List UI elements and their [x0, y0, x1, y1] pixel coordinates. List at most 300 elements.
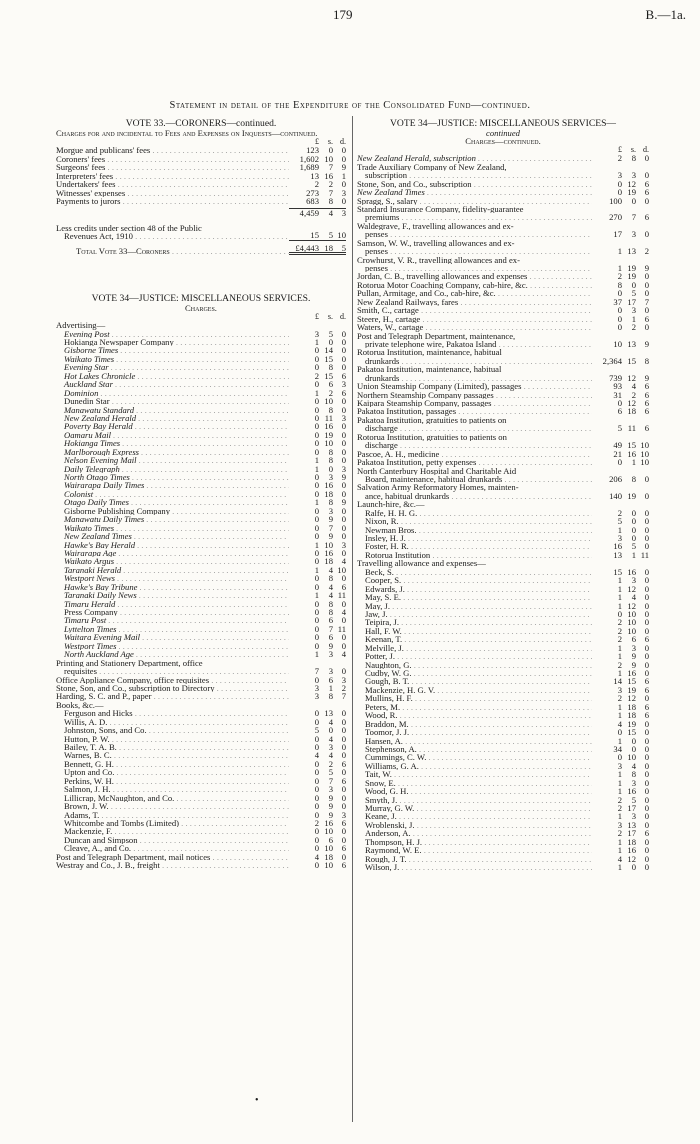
pence-value: 0 — [341, 514, 346, 525]
pence-value: 0 — [341, 438, 346, 449]
pounds-value: 1 — [617, 735, 622, 746]
pounds-value: 0 — [617, 288, 622, 299]
page-title: Statement in detail of the Expenditure of the Consolidated Fund—continued. — [169, 100, 531, 111]
pounds-value: 7 — [314, 666, 319, 677]
table-row — [56, 363, 346, 371]
vote-33-subtotal: 4,459 4 3 — [56, 210, 346, 218]
row-label: ance, habitual drunkards . . . — [357, 492, 592, 500]
row-label: Hutton, P. W. . . . — [56, 735, 289, 743]
row-label: Marlborough Express . . . — [56, 448, 289, 456]
document-reference: B.—1a. — [645, 7, 686, 22]
table-row — [357, 230, 649, 238]
pence-value: 0 — [341, 615, 346, 626]
pence-value: 0 — [644, 195, 649, 206]
row-label: Timaru Post . . . — [56, 616, 289, 624]
pounds-value: 4 — [314, 851, 319, 862]
table-row — [357, 661, 649, 669]
shillings-value: 10 — [324, 539, 333, 550]
pounds-value: 2 — [314, 179, 319, 190]
row-label: Lyttelton Times . . . — [56, 625, 289, 633]
row-label: Whitcombe and Tombs (Limited) . . . — [56, 819, 289, 827]
table-row — [357, 492, 649, 500]
row-label: North Auckland Age . . . — [56, 650, 289, 658]
table-row — [357, 821, 649, 829]
pounds-value: 15 — [613, 566, 622, 577]
table-row — [357, 323, 649, 331]
shillings-value: 13 — [627, 338, 636, 349]
pence-value: 7 — [644, 296, 649, 307]
row-label: Pakatoa Institution, passages . . . — [357, 407, 592, 415]
shillings-value: 6 — [631, 634, 636, 645]
pence-value: 6 — [644, 406, 649, 417]
row-label: Thompson, H. J. . . . — [357, 838, 592, 846]
table-row — [56, 819, 346, 827]
pence-value: 0 — [341, 446, 346, 457]
pence-value: 0 — [644, 288, 649, 299]
pence-value: 0 — [341, 640, 346, 651]
shillings-value: 5 — [328, 328, 333, 339]
shillings-value: 18 — [324, 851, 333, 862]
shillings-value: 7 — [328, 162, 333, 173]
pence-value: 6 — [644, 178, 649, 189]
table-row — [357, 306, 649, 314]
pence-value: 0 — [644, 473, 649, 484]
table-row — [357, 652, 649, 660]
row-label: Waitara Evening Mail . . . — [56, 633, 289, 641]
table-row — [357, 458, 649, 466]
pence-value: 0 — [341, 784, 346, 795]
shillings-value: 10 — [627, 625, 636, 636]
table-row — [357, 576, 649, 584]
table-row — [357, 467, 649, 475]
shillings-value: 8 — [328, 446, 333, 457]
pence-value: 0 — [341, 708, 346, 719]
pounds-value: 0 — [314, 784, 319, 795]
shillings-value: 16 — [324, 480, 333, 491]
row-label: Poverty Bay Herald . . . — [56, 422, 289, 430]
row-label: Waters, W., cartage . . . — [357, 323, 592, 331]
table-row — [56, 650, 346, 658]
pounds-value: 1 — [617, 600, 622, 611]
pounds-value: 270 — [609, 212, 622, 223]
pounds-value: 0 — [314, 623, 319, 634]
pence-value: 0 — [644, 651, 649, 662]
shillings-value: 16 — [627, 845, 636, 856]
pence-value: 10 — [640, 457, 649, 468]
pounds-value: 2 — [314, 817, 319, 828]
row-label: Teipira, J. . . . — [357, 618, 592, 626]
shillings-value: 12 — [627, 693, 636, 704]
shillings-value: 8 — [328, 598, 333, 609]
pounds-value: 13 — [310, 170, 319, 181]
row-label: Brown, J. W. . . . — [56, 802, 289, 810]
row-amount — [592, 340, 649, 348]
pence-value: 3 — [341, 809, 346, 820]
pence-value: 0 — [341, 429, 346, 440]
pence-value: 4 — [341, 649, 346, 660]
pounds-value: 0 — [314, 362, 319, 373]
table-row — [357, 686, 649, 694]
pence-value: 0 — [341, 522, 346, 533]
pence-value: 3 — [341, 187, 346, 198]
pence-value: 6 — [644, 381, 649, 392]
pounds-value: 0 — [617, 398, 622, 409]
row-label: Westray and Co., J. B., freight . . . — [56, 861, 289, 869]
pence-value: 0 — [341, 573, 346, 584]
shillings-value: 9 — [328, 792, 333, 803]
pence-value: 0 — [644, 617, 649, 628]
table-row — [56, 600, 346, 608]
pence-value: 0 — [341, 598, 346, 609]
row-label: subscription . . . — [357, 171, 592, 179]
shillings-value: 6 — [328, 674, 333, 685]
vote-34-subheading: Charges. — [185, 303, 217, 314]
pence-value: 7 — [341, 691, 346, 702]
table-row — [357, 391, 649, 399]
pounds-value: 3 — [617, 760, 622, 771]
row-label: Hawke's Bay Herald . . . — [56, 541, 289, 549]
shillings-value: 0 — [631, 195, 636, 206]
pounds-value: 0 — [314, 353, 319, 364]
row-label: Anderson, A. . . . — [357, 829, 592, 837]
shillings-value: 12 — [627, 853, 636, 864]
shillings-value: 10 — [324, 843, 333, 854]
row-label: Kaipara Steamship Company, passages . . . — [357, 399, 592, 407]
pence-value: 6 — [644, 313, 649, 324]
row-label: Murray, G. W. . . . — [357, 804, 592, 812]
pence-value: 0 — [644, 727, 649, 738]
row-label: Crowhurst, V. R., travelling allowances and ex- — [357, 255, 520, 265]
vote-34-continued-heading-2: continued — [486, 128, 520, 138]
shillings-value: 1 — [631, 457, 636, 468]
row-label: North Canterbury Hospital and Charitable Aid — [357, 466, 517, 475]
pence-value: 6 — [341, 843, 346, 854]
pence-value: 0 — [644, 659, 649, 670]
pounds-value: 1 — [314, 497, 319, 508]
shillings-value: 9 — [328, 531, 333, 542]
row-label: Stone, Son, and Co., subscription . . . — [357, 180, 592, 188]
row-label: Office Appliance Company, office requisites . . . — [56, 676, 289, 684]
pounds-value: 0 — [314, 514, 319, 525]
pence-value: 0 — [341, 750, 346, 761]
row-label: May, J. . . . — [357, 602, 592, 610]
left-column — [56, 116, 346, 870]
pounds-value: 4 — [314, 750, 319, 761]
table-row — [56, 414, 346, 422]
table-row — [56, 726, 346, 734]
table-row — [357, 812, 649, 820]
row-label: Hawke's Bay Tribune . . . — [56, 583, 289, 591]
table-row — [56, 380, 346, 388]
table-row — [357, 720, 649, 728]
table-row — [357, 846, 649, 854]
pounds-value: 3 — [617, 819, 622, 830]
pence-value: 6 — [644, 684, 649, 695]
pence-value: 0 — [341, 179, 346, 190]
table-row — [357, 745, 649, 753]
pounds-value: 2 — [617, 828, 622, 839]
shillings-value: 18 — [324, 556, 333, 567]
shillings-value: 12 — [627, 600, 636, 611]
row-label: Books, &c.— — [56, 700, 104, 710]
table-row — [56, 608, 346, 616]
row-amount — [592, 475, 649, 483]
table-row — [56, 667, 346, 675]
pounds-value: 1 — [314, 463, 319, 474]
pounds-value: 0 — [314, 775, 319, 786]
pounds-value: 17 — [613, 229, 622, 240]
row-label: Newman Bros. . . . — [357, 526, 592, 534]
table-row — [357, 627, 649, 635]
pence-value: 0 — [341, 337, 346, 347]
table-row — [56, 591, 346, 599]
pounds-value: 0 — [314, 581, 319, 592]
pence-value: 0 — [644, 625, 649, 636]
table-row — [56, 853, 346, 861]
shillings-value: 5 — [631, 541, 636, 552]
shillings-value: 3 — [328, 666, 333, 677]
table-row — [56, 422, 346, 430]
table-row — [56, 172, 346, 180]
pounds-value: 0 — [314, 556, 319, 567]
shillings-value: 3 — [631, 229, 636, 240]
row-label: Pakatoa Institution, gratuities to patients on — [357, 415, 507, 425]
table-row — [357, 382, 649, 390]
pence-value: 6 — [644, 676, 649, 687]
row-label: Mullins, H. F. . . . — [357, 694, 592, 702]
pence-value: 0 — [644, 575, 649, 586]
shillings-value: 4 — [631, 760, 636, 771]
pence-value: 0 — [644, 229, 649, 240]
row-label: Undertakers' fees . . . — [56, 180, 289, 188]
pounds-value: 1 — [314, 337, 319, 347]
pounds-value: 1 — [617, 710, 622, 721]
pounds-value: 0 — [314, 379, 319, 390]
pence-value: 11 — [337, 590, 346, 601]
table-row — [56, 456, 346, 464]
pounds-value: 1 — [617, 246, 622, 257]
row-label: Willis, A. D. . . . — [56, 718, 289, 726]
row-label: Westport Times . . . — [56, 642, 289, 650]
table-row — [357, 618, 649, 626]
row-label: Duncan and Simpson . . . — [56, 836, 289, 844]
table-row — [357, 256, 649, 264]
pounds-value: 0 — [314, 834, 319, 845]
pounds-value: 1 — [617, 263, 622, 274]
less-credits-label: Less credits under section 48 of the Public — [56, 223, 202, 233]
table-row — [357, 829, 649, 837]
row-amount — [592, 357, 649, 365]
pence-value: 0 — [341, 404, 346, 415]
pounds-value: 0 — [314, 615, 319, 626]
pence-value: 6 — [644, 634, 649, 645]
shillings-value: 16 — [627, 448, 636, 459]
shillings-value: 8 — [328, 362, 333, 373]
table-row — [357, 483, 649, 491]
table-row — [357, 213, 649, 221]
pence-value: 0 — [341, 153, 346, 164]
row-label: Braddon, M. . . . — [357, 720, 592, 728]
pence-value: 0 — [341, 345, 346, 356]
table-row — [357, 694, 649, 702]
shillings-value: 12 — [627, 372, 636, 383]
shillings-value: 8 — [328, 196, 333, 207]
shillings-value: 15 — [627, 355, 636, 366]
pounds-value: 2 — [617, 153, 622, 164]
table-row — [357, 711, 649, 719]
pounds-value: 1 — [617, 862, 622, 873]
table-row — [56, 355, 346, 363]
vote-33-total: Total Vote 33—Coroners . . . £4,443 18 5 — [56, 247, 346, 255]
row-label: Standard Insurance Company, fidelity-guarantee — [357, 204, 524, 214]
shillings-value: 6 — [328, 615, 333, 626]
table-row — [357, 559, 649, 567]
table-row — [357, 677, 649, 685]
pence-value: 0 — [644, 845, 649, 856]
pounds-value: 1 — [314, 590, 319, 601]
pence-value: 0 — [341, 328, 346, 339]
pence-value: 0 — [341, 733, 346, 744]
shillings-value: 7 — [328, 522, 333, 533]
row-label: penses . . . — [357, 230, 592, 238]
row-label: Warnes, B. C. . . . — [56, 751, 289, 759]
row-amount — [592, 863, 649, 871]
row-label: Cummings, C. W. . . . — [357, 753, 592, 761]
pence-value: 0 — [644, 566, 649, 577]
row-amount — [592, 230, 649, 238]
pence-value: 0 — [341, 742, 346, 752]
pounds-value: 0 — [617, 727, 622, 738]
shillings-value: 9 — [328, 514, 333, 525]
pence-value: 0 — [341, 353, 346, 364]
row-amount — [592, 492, 649, 500]
shillings-value: 8 — [631, 473, 636, 484]
row-label: Lillicrap, McNaughton, and Co. . . . — [56, 794, 289, 802]
row-amount — [592, 323, 649, 331]
table-row — [357, 610, 649, 618]
row-label: Wilson, J. . . . — [357, 863, 592, 871]
pounds-value: 0 — [314, 708, 319, 719]
pounds-value: 3 — [314, 682, 319, 693]
table-row — [357, 433, 649, 441]
table-row — [56, 549, 346, 557]
pence-value: 6 — [644, 212, 649, 223]
pounds-value: 1 — [617, 651, 622, 662]
shillings-value: 9 — [328, 809, 333, 820]
shillings-value: 3 — [631, 170, 636, 181]
row-label: North Otago Times . . . — [56, 473, 289, 481]
shillings-value: 0 — [631, 507, 636, 518]
row-label: Evening Post . . . — [56, 330, 289, 338]
row-label: Stephenson, A. . . . — [357, 745, 592, 753]
pence-value: 0 — [341, 455, 346, 466]
row-label: Wood, R. . . . — [357, 711, 592, 719]
shillings-value: 6 — [328, 834, 333, 845]
pounds-value: 4 — [617, 718, 622, 729]
shillings-value: 8 — [328, 497, 333, 508]
pounds-value: 0 — [314, 480, 319, 491]
table-row — [357, 635, 649, 643]
pounds-value: 0 — [314, 632, 319, 643]
pounds-value: 31 — [613, 389, 622, 400]
row-label: requisites . . . — [56, 667, 289, 675]
row-label: Travelling allowance and expenses— — [357, 559, 486, 568]
table-row — [56, 507, 346, 515]
row-label: penses . . . — [357, 264, 592, 272]
pounds-value: 14 — [613, 676, 622, 687]
row-label: Wairarapa Age . . . — [56, 549, 289, 557]
pence-value: 0 — [644, 735, 649, 746]
row-label: Taranaki Daily News . . . — [56, 591, 289, 599]
pounds-value: 2,364 — [602, 355, 622, 366]
pounds-value: 0 — [314, 446, 319, 457]
shillings-value: 0 — [631, 743, 636, 754]
pounds-value: 3 — [617, 533, 622, 544]
pence-value: 0 — [644, 769, 649, 780]
table-row — [357, 365, 649, 373]
row-label: Dominion . . . — [56, 389, 289, 397]
pence-value: 3 — [341, 412, 346, 423]
table-row — [56, 389, 346, 397]
pence-value: 0 — [644, 642, 649, 653]
table-row — [56, 163, 346, 171]
pence-value: 0 — [341, 666, 346, 677]
shillings-value: 0 — [328, 145, 333, 156]
table-row — [357, 551, 649, 559]
pence-value: 9 — [341, 162, 346, 173]
row-label: New Zealand Times . . . — [56, 532, 289, 540]
row-label: Hokianga Newspaper Company . . . — [56, 338, 289, 346]
pence-value: 2 — [341, 682, 346, 693]
table-row — [56, 709, 346, 717]
row-amount — [289, 692, 346, 700]
pence-value: 0 — [644, 718, 649, 729]
row-label: Cooper, S. . . . — [357, 576, 592, 584]
row-label: Tait, W. . . . — [357, 770, 592, 778]
pounds-value: 34 — [613, 743, 622, 754]
shillings-value: 1 — [328, 682, 333, 693]
row-label: Foster, H. R. . . . — [357, 542, 592, 550]
table-row — [357, 779, 649, 787]
shillings-value: 10 — [324, 860, 333, 871]
row-label: Ferguson and Hicks . . . — [56, 709, 289, 717]
row-label: Gough, B. T. . . . — [357, 677, 592, 685]
pounds-value: 3 — [314, 691, 319, 702]
pence-value: 0 — [341, 196, 346, 207]
shillings-value: 11 — [627, 423, 636, 434]
vote-33-heading: VOTE 33.—CORONERS—continued. — [125, 118, 277, 129]
table-row — [357, 197, 649, 205]
shillings-value: 0 — [631, 516, 636, 527]
table-row — [357, 737, 649, 745]
table-row — [56, 541, 346, 549]
row-label: Stone, Son, and Co., subscription to Directory . . . — [56, 684, 289, 692]
pounds-value: 1 — [617, 836, 622, 847]
row-label: Spragg, S., salary . . . — [357, 197, 592, 205]
pence-value: 0 — [644, 279, 649, 290]
row-label: Dunedin Star . . . — [56, 397, 289, 405]
row-label: Williams, G. A. . . . — [357, 762, 592, 770]
pounds-value: 0 — [314, 843, 319, 854]
shillings-value: 8 — [328, 404, 333, 415]
table-row — [357, 188, 649, 196]
row-label: New Zealand Herald, subscription . . . — [357, 154, 592, 162]
pence-value: 0 — [644, 811, 649, 822]
table-row — [357, 239, 649, 247]
shillings-value: 12 — [627, 398, 636, 409]
shillings-value: 12 — [627, 178, 636, 189]
pence-value: 0 — [341, 767, 346, 778]
